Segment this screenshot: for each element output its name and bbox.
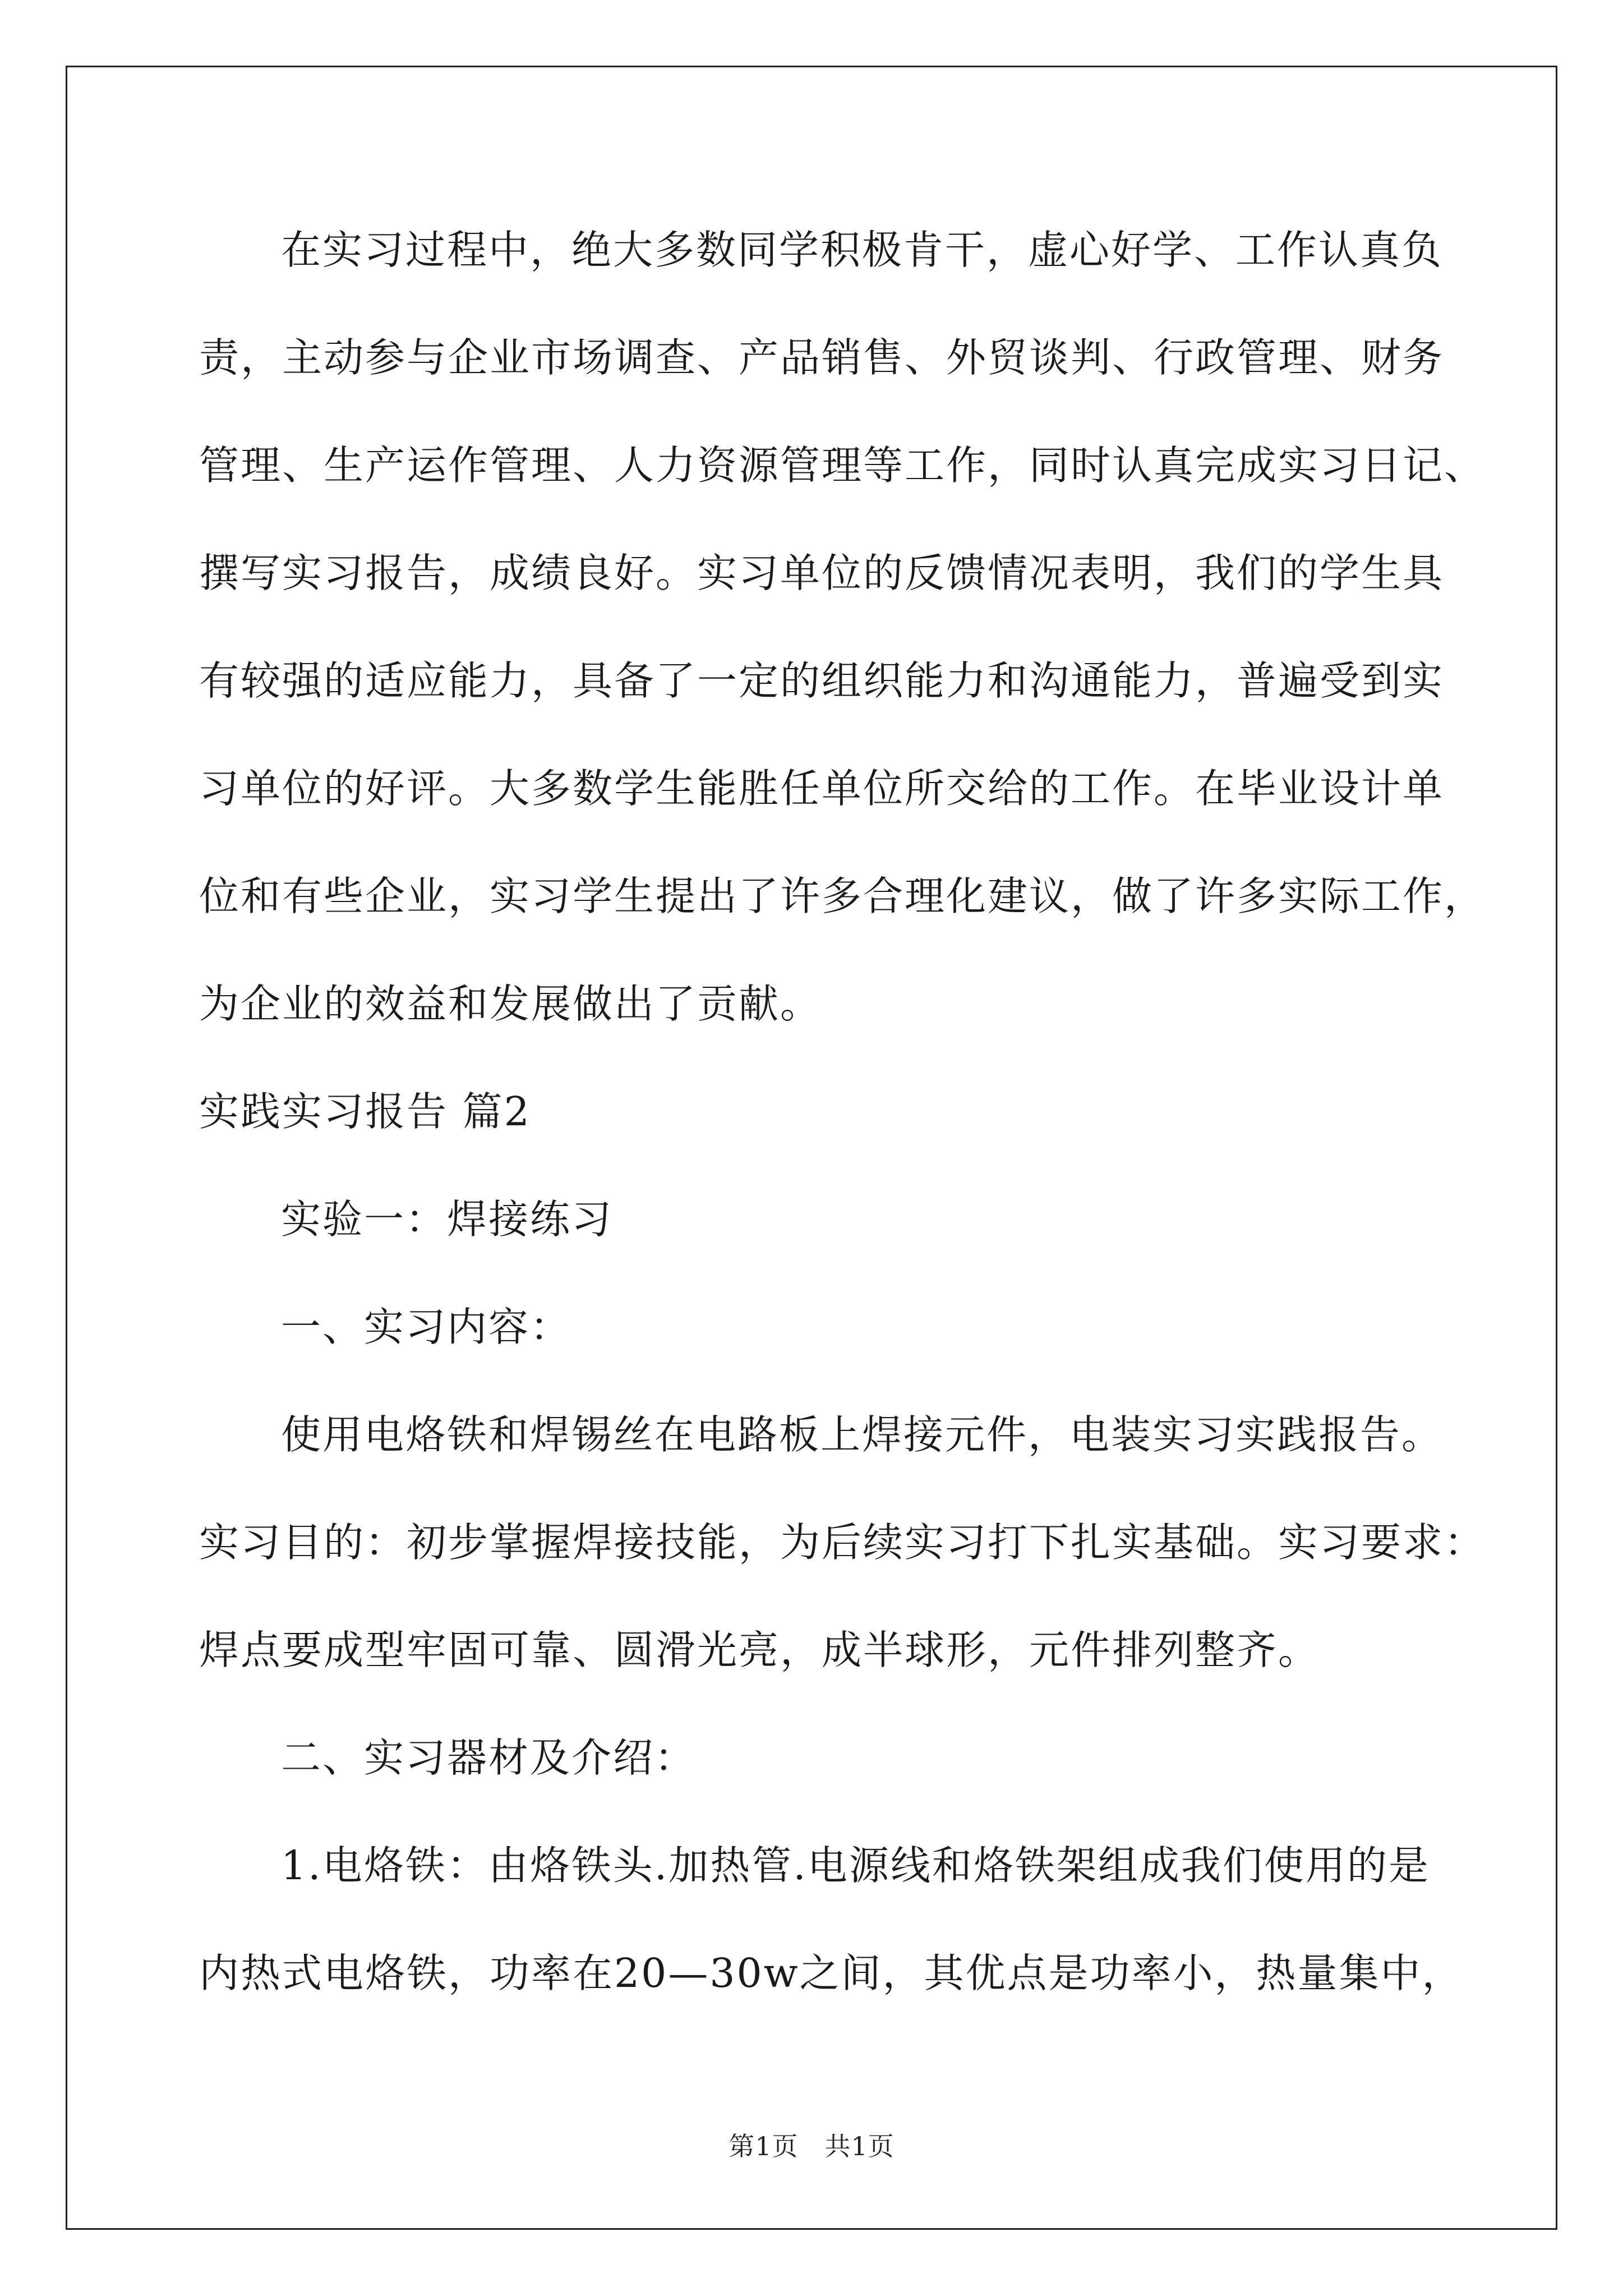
text-line: 管理、生产运作管理、人力资源管理等工作，同时认真完成实习日记、: [199, 442, 1486, 489]
text-line: 习单位的好评。大多数学生能胜任单位所交给的工作。在毕业设计单: [199, 765, 1445, 812]
document-body: [199, 210, 1486, 2041]
experiment-title: 实验一：焊接练习: [281, 1196, 614, 1243]
text-line: 位和有些企业，实习学生提出了许多合理化建议，做了许多实际工作，: [199, 873, 1486, 919]
page-number-footer: 第1页 共1页: [728, 2131, 895, 2161]
text-line: 责，主动参与企业市场调查、产品销售、外贸谈判、行政管理、财务: [199, 334, 1445, 381]
text-line: 有较强的适应能力，具备了一定的组织能力和沟通能力，普遍受到实: [199, 657, 1445, 704]
text-line: 撰写实习报告，成绩良好。实习单位的反馈情况表明，我们的学生具: [199, 550, 1445, 596]
section-heading: 实践实习报告 篇2: [199, 1088, 531, 1135]
text-line: 1.电烙铁：由烙铁头.加热管.电源线和烙铁架组成我们使用的是: [281, 1842, 1430, 1889]
text-line: 实习目的：初步掌握焊接技能，为后续实习打下扎实基础。实习要求：: [199, 1519, 1486, 1566]
subsection-heading: 一、实习内容：: [281, 1304, 572, 1350]
subsection-heading: 二、实习器材及介绍：: [281, 1734, 697, 1781]
text-line: 使用电烙铁和焊锡丝在电路板上焊接元件，电装实习实践报告。: [281, 1411, 1444, 1458]
text-line: 为企业的效益和发展做出了贡献。: [199, 981, 822, 1027]
text-line: 在实习过程中，绝大多数同学积极肯干，虚心好学、工作认真负: [281, 227, 1444, 273]
text-line: 焊点要成型牢固可靠、圆滑光亮，成半球形，元件排列整齐。: [199, 1627, 1320, 1673]
text-line: 内热式电烙铁，功率在20—30w之间，其优点是功率小，热量集中，: [199, 1950, 1464, 1996]
